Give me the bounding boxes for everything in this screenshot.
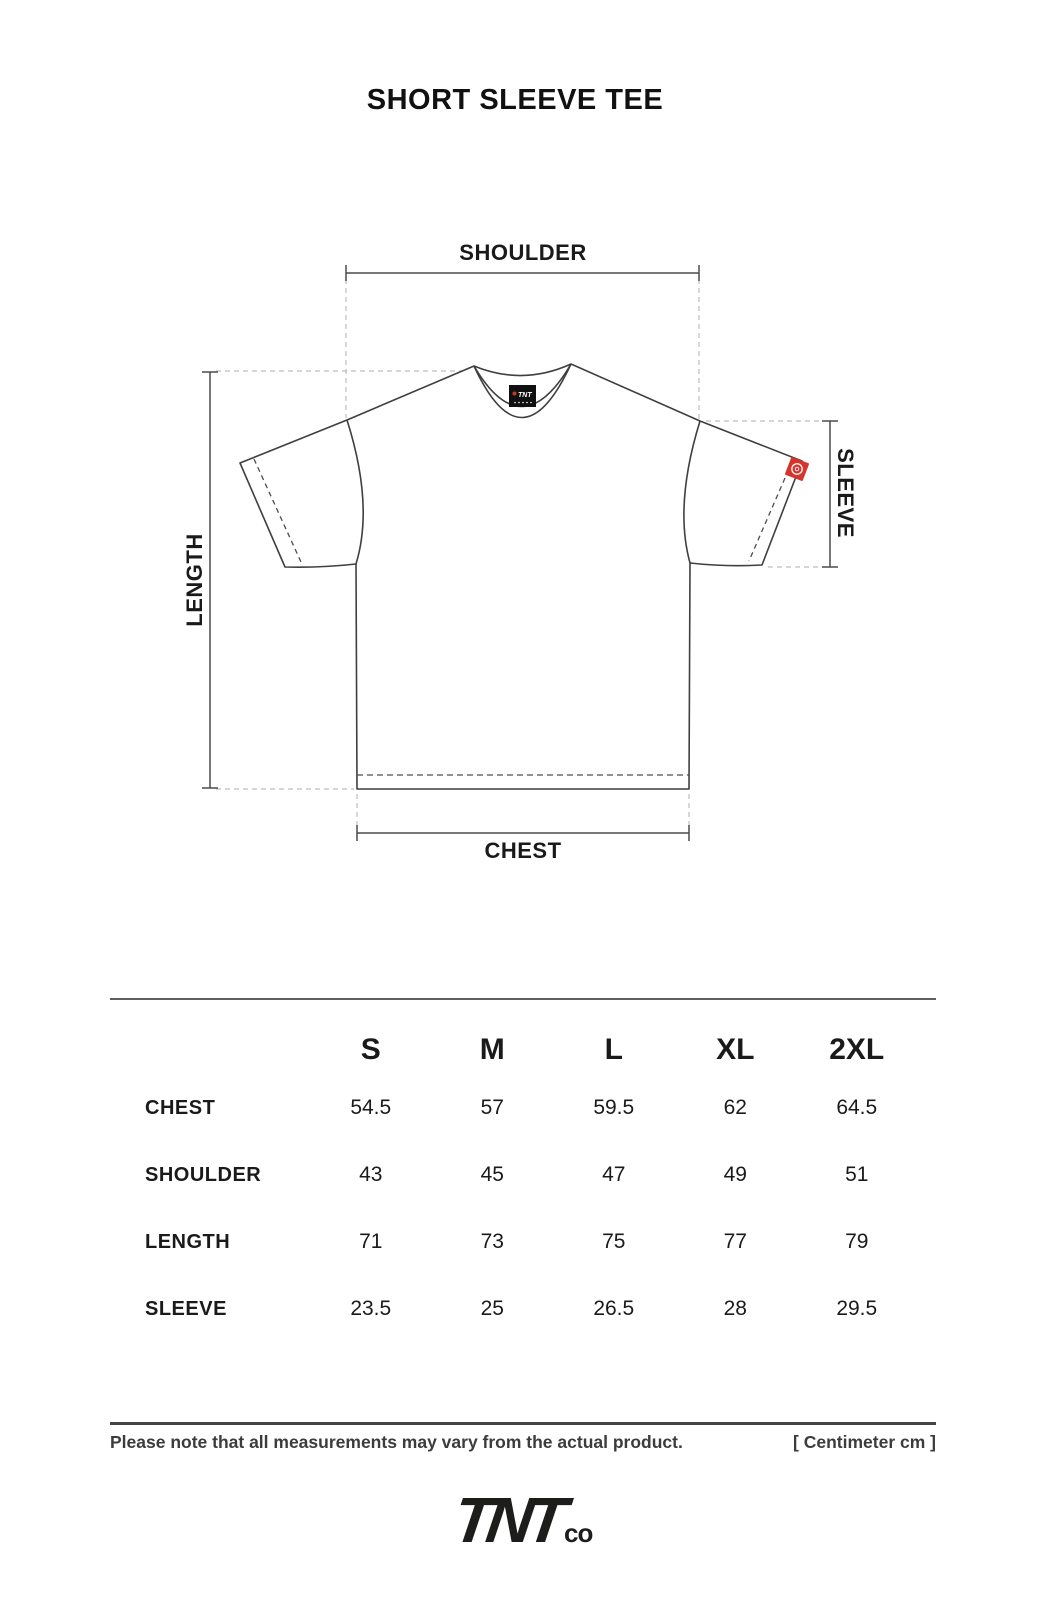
cell-value: 57 (480, 1096, 504, 1119)
length-label: LENGTH (182, 533, 207, 627)
cell-value: 75 (602, 1230, 626, 1253)
col-header-xl: XL (716, 1033, 755, 1066)
table-row-length (110, 1224, 936, 1260)
cell-value: 62 (723, 1096, 747, 1119)
cell-value: 25 (480, 1297, 504, 1320)
cell-value: 73 (480, 1230, 504, 1253)
cell-value: 43 (359, 1163, 383, 1186)
col-header-s: S (360, 1033, 381, 1066)
page-title: SHORT SLEEVE TEE (366, 84, 664, 116)
col-header-2xl: 2XL (829, 1033, 885, 1066)
row-label: SHOULDER (145, 1163, 262, 1186)
brand-logo (0, 1484, 1046, 1556)
col-header-m: M (479, 1033, 505, 1066)
footer-note: Please note that all measurements may vary from the actual product. (110, 1432, 683, 1452)
neck-label-dot-icon (513, 392, 517, 396)
row-label: SLEEVE (145, 1297, 227, 1320)
sleeve-label: SLEEVE (833, 448, 858, 538)
shoulder-label: SHOULDER (459, 240, 587, 265)
cell-value: 29.5 (836, 1297, 878, 1320)
footer-rule (110, 1422, 936, 1425)
cell-value: 54.5 (350, 1096, 392, 1119)
table-row-shoulder (110, 1157, 936, 1193)
neck-label-text: TNT (518, 392, 532, 399)
cell-value: 71 (359, 1230, 383, 1253)
chest-label: CHEST (484, 838, 562, 863)
cell-value: 51 (845, 1163, 869, 1186)
shoulder-dimension-line (346, 265, 699, 281)
cell-value: 45 (480, 1163, 504, 1186)
brand-logo-text: TNT (448, 1484, 566, 1556)
table-top-rule (110, 998, 936, 1000)
col-header-l: L (604, 1033, 623, 1066)
table-row-chest (110, 1090, 936, 1126)
cell-value: 28 (723, 1297, 747, 1320)
cell-value: 79 (845, 1230, 869, 1253)
tshirt-outline (240, 364, 802, 789)
neck-brand-label (509, 385, 536, 407)
row-label: LENGTH (145, 1230, 231, 1253)
cell-value: 26.5 (593, 1297, 635, 1320)
row-label: CHEST (145, 1096, 216, 1119)
cell-value: 23.5 (350, 1297, 392, 1320)
cell-value: 59.5 (593, 1096, 635, 1119)
size-table-header-row (110, 1032, 936, 1068)
cell-value: 77 (723, 1230, 747, 1253)
brand-logo-suffix: co (564, 1518, 593, 1548)
unit-label: [ Centimeter cm ] (793, 1432, 936, 1452)
table-row-sleeve (110, 1291, 936, 1327)
cell-value: 49 (723, 1163, 747, 1186)
cell-value: 47 (602, 1163, 626, 1186)
cell-value: 64.5 (836, 1096, 878, 1119)
